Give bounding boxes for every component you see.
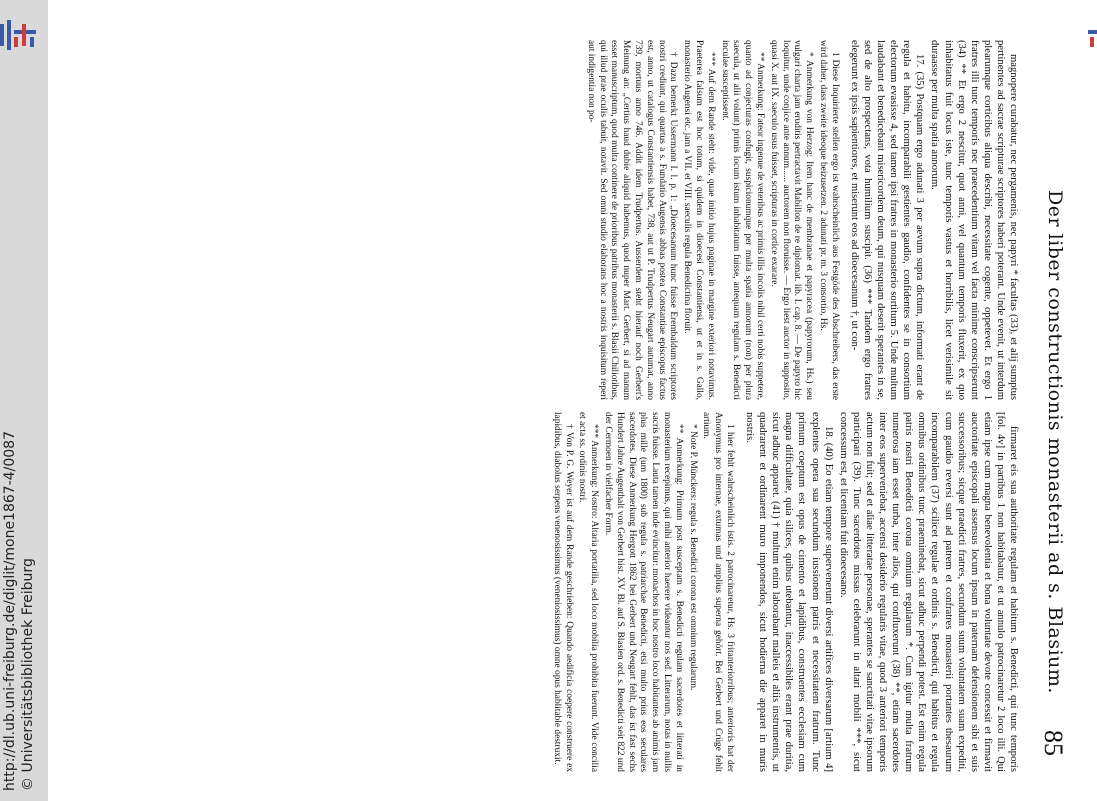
footnote: 1 Diese Inquirierte stellen ergo ist wahrscheinlich aus Festgöde des Abschreibers, das erste wird daher, dass zweite ideoque beizusetzen. 2 adunati pr. m. 3 consortio, Hs.: [817, 40, 840, 400]
footnote: * Note P. Münckers: regula s. Benedicti corona est omnium regularum.: [687, 424, 698, 691]
viewer-margin-strip: [0, 0, 48, 801]
page-header: [1028, 40, 1068, 770]
footnote: * Anmerkung von Herzog: Item hanc de membranae et papyracea (papyrorum, Hs.) seu vulgari charta jam eruditis pertractavit Mabillon de re diplomat. lib. I. cap. 8. — De papyro hic loquitur, unde conjice ante annum...... auctorem non floruisse. — Ergo liest auctor in supposito, quasi X. aut IX. saeculo usus fuisset, scripturas in cortice exarare.: [768, 40, 815, 400]
footnote: † Von P. G. Weyer ist auf dem Rande geschrieben: Quando aedificia coepere construere ex lapidibus, diabolus serpens venenosissimus (veneniosissimus) omne opus hablitable destruxit.: [551, 412, 574, 772]
footnotes-right: [550, 412, 735, 772]
right-text-column: [100, 412, 1020, 772]
scanned-page: [48, 0, 1088, 801]
paragraph: magnopere curabatur, nec pergamenis, nec papyri * facultas (33), et alij sumptus pertinentes ad sacrae scripturae scriptores haberi poterant. Unde evenit, ut interdum plearumque corticibus aliqua describi, necessitate cogente, oppetevet. Et ergo 1 fratres illi tunc temporis nec praecedentium vitam vel facta minime conscripserunt (34) ** Et ergo 2 nescitur, quot anni, vel quantum temporis fluxerit, ex quo inhabitatus fuit locus iste, tunc temporis vastus et horribilis, licet verisimile sit duraasse per multa spatia annorum.: [929, 40, 1019, 400]
running-title: Der liber constructionis monasterii ad s. Blasium.: [1044, 190, 1066, 694]
footnote: 1 hier fehlt wahrscheinlich istis. 2 patrocinaretur, Hs. 3 fritanteriorribus; anterioris hat der Anonymus pro internae, extumas und amplius superna gehört. Bei Gerbert und Crüge fehlt artium.: [701, 412, 736, 772]
paragraph: 18. (40) Eo etiam tempore supervenerunt diversi artifices diversarum [artium 4] explentes opera sua secundum iussionem patris et necessitatem fratrum. Tunc primum coeptum est opus de cimento et lapidibus, construentes ecclesiam cum magna difficultate, quia silices, quibus utebantur, inaccessibiles erant prae duritia, sicut adhuc apparet. (41) † multum enim laborabant malleis et aliis instrumentis, ut quadrarent et ordinarent muro imponendos, sicut hodierna die apparet in muris nostris.: [744, 412, 834, 772]
paragraph: 17. (35) Postquam ergo adunati 3 per aevum supra dictum, informati erant de regula et habitu, incomparabili gestientes gaudio, confidentes se in consortium electorum evasisse 4, sed tamen ipsi fratres in monasterio sortitum 5. Unde multum laudabant et benedicebant misericordem deum, qui nusquam deserit sperantes in se, sed de alto prospectans, vota humilium suscipit. (36) *** Tandem ergo fratres elegerunt ex ipsis sapientiores, et miserunt eos ad dioecesanum †, ut con-: [848, 40, 926, 400]
footnote: *** Anmerkung: Nostro: Altaria portatilia, sed loco mobilia prohibita fuerunt. Vide concilia et acta ss. ordinis nostri.: [577, 412, 600, 772]
paragraph: firmaret eis sua authoritate regulam et habitum s. Benedicti, qui tunc temporis [fol. 4v] in partibus 1 non habitabatur, et ut annulo patrocinaretur 2 loco illi. Qui etiam ipse cum magna benevolentia et bona voluntate devote concessit et firmavit auctoritate episcopali assensus locum ipsum in paternam defensionem sibi et suis successoribus; sicque praedicti fratres, secundum suum voluntatem suam expediti, cum gaudio reversi sunt ad patrem et confratres monasterii portantes thesaurum incomparabilem (37) scilicet regulae et ordinis s. Benedicti, qui habitus et regula omnibus ordinibus tunc praeminebat, sicut adhuc perpendi potest. Est enim regula patris nostri Benedicti corona omnium regularum *. Cum igitur multa fratrum numerosa iam esset turba, inter alios, qui confluxerunt (38) **, etiam sacerdotes inter eos superveniebat, accensi desiderio regularis vitae, quod 3 anteriori temporis actum non fuit; sed et aliae litteratae personae, sperantes se sanctitati vitae ipsorum participari (39). Tunc sacerdotes missas celebrarunt in altari mobili ***, sicut concessum est, et licentiam fuit dioecesano.: [837, 412, 1019, 772]
page-number: 85: [1039, 730, 1068, 756]
footnote: ** Anmerkung: Fateor ingenue de veteribus ac primis illis incolis nihil certi nobis suppetere, quanto ad conjecturas confugit, suspicionumque per multa spatia annorum (non) per plura saecula, ut alii volunt) primis locum istum inhabitatum fuisse, antequam regulam s. Benedicti inculae susceptissent.: [719, 40, 765, 400]
footnote: ** Anmerkung: Primum post susceptam s. Benedicti regulam sacerdotes et litterati in monasterium recepimus, qui mihi anterior haerere videantur nos sed. Litterarum, notas in nullis sacris fuisse. Lauta tamen inde evincitur: monachos in hoc nostro loco habitantes ab animis jam plus mille (um 1800) sub regula s. patriarchae Benedicti, etsi multo prius eos seculares sacerdotes. Diese Anmerkung Hergott 1862 bei Gerbert und Neugart fehlt, das ist fast sechs Hundert Jahre Augenthalt von Gerbert hist. XV. Bl. auf S. Blasien ord. s. Benedicti seit 822 und der Cermoen in vielfacher Form.: [603, 412, 684, 772]
source-url[interactable]: http://dl.ub.uni-freiburg.de/diglit/mone1867-4/0087: [2, 431, 18, 791]
left-text-column: [100, 40, 1020, 400]
footnote: *** Auf dem Rande steht: vide, quae initio hujus paginae in margine exteriori notavimus. Praeterea falsum est hoc totum, si quidem in dioecesi Constantiensi, ut et in s. Gallo, monasterio Augensi etc. jam a VII. et VIII. saeculis regula Benedictina floruit.: [682, 40, 716, 400]
copyright-notice: © Universitätsbibliothek Freiburg: [20, 558, 36, 791]
footnote: † Dazu bemerkt Ussermann I. l. p. 1: „Dioecesanum hunc fuisse Erembaldum scriptores nostri crediunt, qui quartus a s. Fundatio Augensis abbas postea Constantiae episcopus factus est, anno, ut catalogus Constantiensis habet, 738, aut ut P. Trudpertus Neugart autumat, anno 739, mortuus anno 746. Addit idem Trudpertus. Ausserdem steht hierauf noch Gerbert's Meinung an: „Certius haud dubie aliquid habemus, quod nuper Mart. Gerbert, si ad manum esset manuscriptum, quod multa continere de prioribus patribus monasterii s. Blasii Chiliotibus, qui illud prae oculis tabuit, notavit. Sed omni studio elaborans hoc a nostris inquisitum reperi aut indigentia non po-: [585, 40, 679, 400]
footnotes-left: [584, 40, 840, 400]
vertical-source-caption: [1, 0, 49, 801]
rotated-page-content: [48, 0, 1088, 801]
